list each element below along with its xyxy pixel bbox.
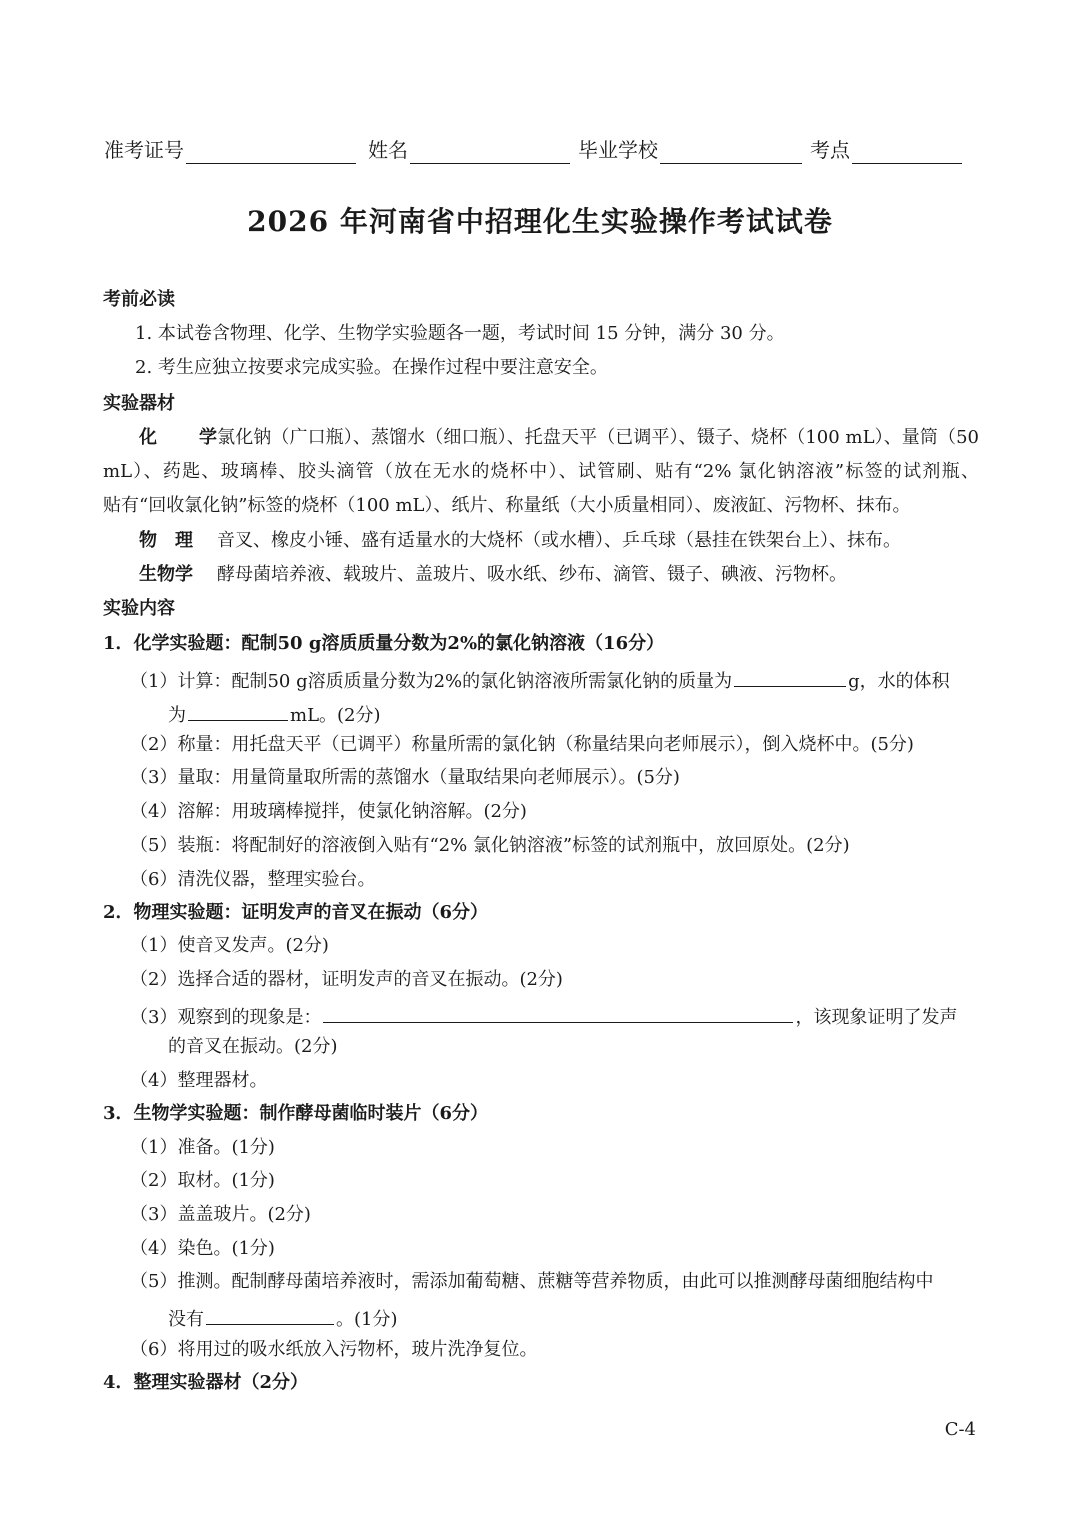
phys-materials-text: 音叉、橡皮小锤、盛有适量水的大烧杯（或水槽）、乒乓球（悬挂在铁架台上）、抹布。: [217, 530, 901, 551]
question-3-title: 3．生物学实验题：制作酵母菌临时装片（6分）: [103, 1103, 489, 1124]
phenomenon-blank[interactable]: [323, 1002, 793, 1023]
exam-id-blank[interactable]: [186, 141, 356, 164]
phys-label: 物 理: [139, 530, 193, 551]
q1-step-1-cont: [168, 700, 381, 728]
materials-heading: 实验器材: [103, 393, 175, 414]
q2-step-2: （2）选择合适的器材，证明发声的音叉在振动。(2分): [130, 969, 563, 990]
exam-id-field: [104, 136, 364, 164]
nacl-mass-blank[interactable]: [734, 666, 846, 687]
q1-step-5: （5）装瓶：将配制好的溶液倒入贴有“2% 氯化钠溶液”标签的试剂瓶中，放回原处。(2分): [130, 835, 850, 856]
content-heading: 实验内容: [103, 598, 175, 619]
q2-step-3: [130, 1002, 957, 1030]
q1-step-2: （2）称量：用托盘天平（已调平）称量所需的氯化钠（称量结果向老师展示），倒入烧杯中。(5分): [130, 734, 914, 755]
q3-step-5-text-3: 。(1分): [336, 1309, 398, 1330]
q1-step-1-text-3: 为: [168, 705, 186, 726]
candidate-info-header: [104, 136, 980, 164]
q2-step-3-text-2: ，该现象证明了发声: [795, 1007, 958, 1028]
chem-label: 化 学: [139, 427, 217, 448]
water-volume-blank[interactable]: [188, 700, 288, 721]
q1-step-3: （3）量取：用量筒量取所需的蒸馏水（量取结果向老师展示）。(5分): [130, 767, 680, 788]
name-blank[interactable]: [410, 141, 570, 164]
q3-step-1: （1）准备。(1分): [130, 1137, 275, 1158]
q2-step-4: （4）整理器材。: [130, 1070, 268, 1091]
exam-id-label: 准考证号: [104, 138, 184, 162]
q1-step-4: （4）溶解：用玻璃棒搅拌，使氯化钠溶解。(2分): [130, 801, 527, 822]
name-label: 姓名: [368, 138, 408, 162]
q3-step-6: （6）将用过的吸水纸放入污物杯，玻片洗净复位。: [130, 1339, 538, 1360]
q3-step-3: （3）盖盖玻片。(2分): [130, 1204, 311, 1225]
q3-step-5-cont: [168, 1304, 398, 1332]
school-blank[interactable]: [660, 141, 802, 164]
q3-step-4: （4）染色。(1分): [130, 1238, 275, 1259]
venue-blank[interactable]: [852, 141, 962, 164]
q1-step-1-text-4: mL。(2分): [290, 705, 381, 726]
q2-step-1: （1）使音叉发声。(2分): [130, 935, 329, 956]
q1-step-1-text: （1）计算：配制50 g溶质质量分数为2%的氯化钠溶液所需氯化钠的质量为: [130, 671, 733, 692]
q1-step-1-text-2: g，水的体积: [848, 671, 950, 692]
notice-heading: 考前必读: [103, 289, 175, 310]
notice-item: 1. 本试卷含物理、化学、生物学实验题各一题，考试时间 15 分钟，满分 30 分。: [135, 323, 785, 344]
bio-materials-text: 酵母菌培养液、载玻片、盖玻片、吸水纸、纱布、滴管、镊子、碘液、污物杯。: [217, 564, 847, 585]
q1-step-1: [130, 666, 950, 694]
notice-item: 2. 考生应独立按要求完成实验。在操作过程中要注意安全。: [135, 357, 608, 378]
name-field: [368, 136, 578, 164]
school-field: [578, 136, 810, 164]
question-4-title: 4．整理实验器材（2分）: [103, 1372, 309, 1393]
cell-structure-blank[interactable]: [206, 1304, 334, 1325]
chem-materials-line: 贴有“回收氯化钠”标签的烧杯（100 mL）、纸片、称量纸（大小质量相同）、废液缸、污物杯、抹布。: [103, 495, 911, 516]
q2-step-3-text: （3）观察到的现象是：: [130, 1007, 322, 1028]
chem-materials-text: 氯化钠（广口瓶）、蒸馏水（细口瓶）、托盘天平（已调平）、镊子、烧杯（100 mL）、量筒（50: [217, 427, 979, 448]
q3-step-5-text-2: 没有: [168, 1309, 204, 1330]
chem-materials-line: mL）、药匙、玻璃棒、胶头滴管（放在无水的烧杯中）、试管刷、贴有“2% 氯化钠溶液”标签的试剂瓶、: [103, 461, 979, 482]
venue-label: 考点: [810, 138, 850, 162]
bio-label: 生物学: [139, 564, 193, 585]
q3-step-5: （5）推测。配制酵母菌培养液时，需添加葡萄糖、蔗糖等营养物质，由此可以推测酵母菌细胞结构中: [130, 1271, 934, 1292]
q2-step-3-cont: 的音叉在振动。(2分): [168, 1036, 338, 1057]
exam-title: 2026 年河南省中招理化生实验操作考试试卷: [247, 205, 833, 238]
question-2-title: 2．物理实验题：证明发声的音叉在振动（6分）: [103, 902, 489, 923]
bio-materials-line: [139, 563, 847, 587]
question-1-title: 1．化学实验题：配制50 g溶质质量分数为2%的氯化钠溶液（16分）: [103, 633, 665, 654]
page-number: C-4: [944, 1419, 976, 1440]
venue-field: [810, 136, 962, 164]
school-label: 毕业学校: [578, 138, 658, 162]
chem-materials-line: [103, 426, 979, 450]
q3-step-2: （2）取材。(1分): [130, 1170, 275, 1191]
phys-materials-line: [139, 529, 901, 553]
q1-step-6: （6）清洗仪器，整理实验台。: [130, 869, 376, 890]
